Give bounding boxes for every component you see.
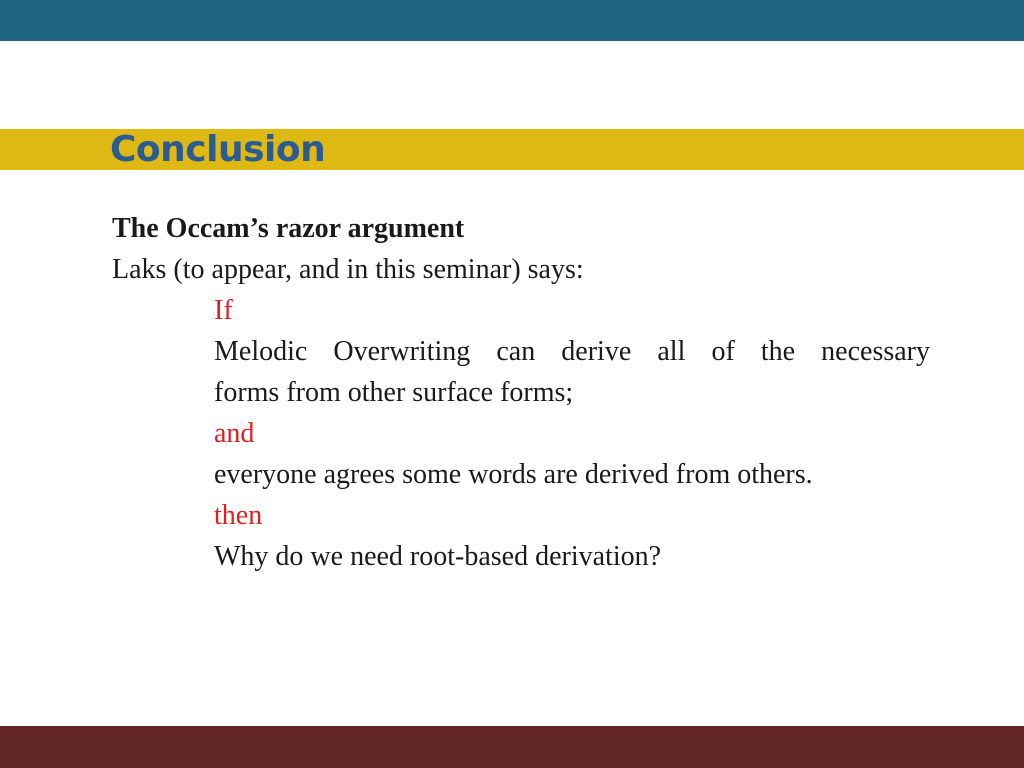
premise-two: everyone agrees some words are derived from others. <box>214 459 813 490</box>
slide-body <box>112 208 932 577</box>
argument-heading: The Occam’s razor argument <box>112 213 465 244</box>
bottom-banner <box>0 726 1024 768</box>
and-keyword: and <box>214 418 255 449</box>
premise-one-line-one: Melodic Overwriting can derive all of the necessary <box>214 336 930 367</box>
if-keyword: If <box>214 295 233 326</box>
top-banner <box>0 0 1024 41</box>
premise-one-line-two: forms from other surface forms; <box>214 377 574 408</box>
slide-title: Conclusion <box>110 129 326 170</box>
conclusion-question: Why do we need root-based derivation? <box>214 541 662 572</box>
intro-text: Laks (to appear, and in this seminar) says: <box>112 254 584 285</box>
then-keyword: then <box>214 500 263 531</box>
